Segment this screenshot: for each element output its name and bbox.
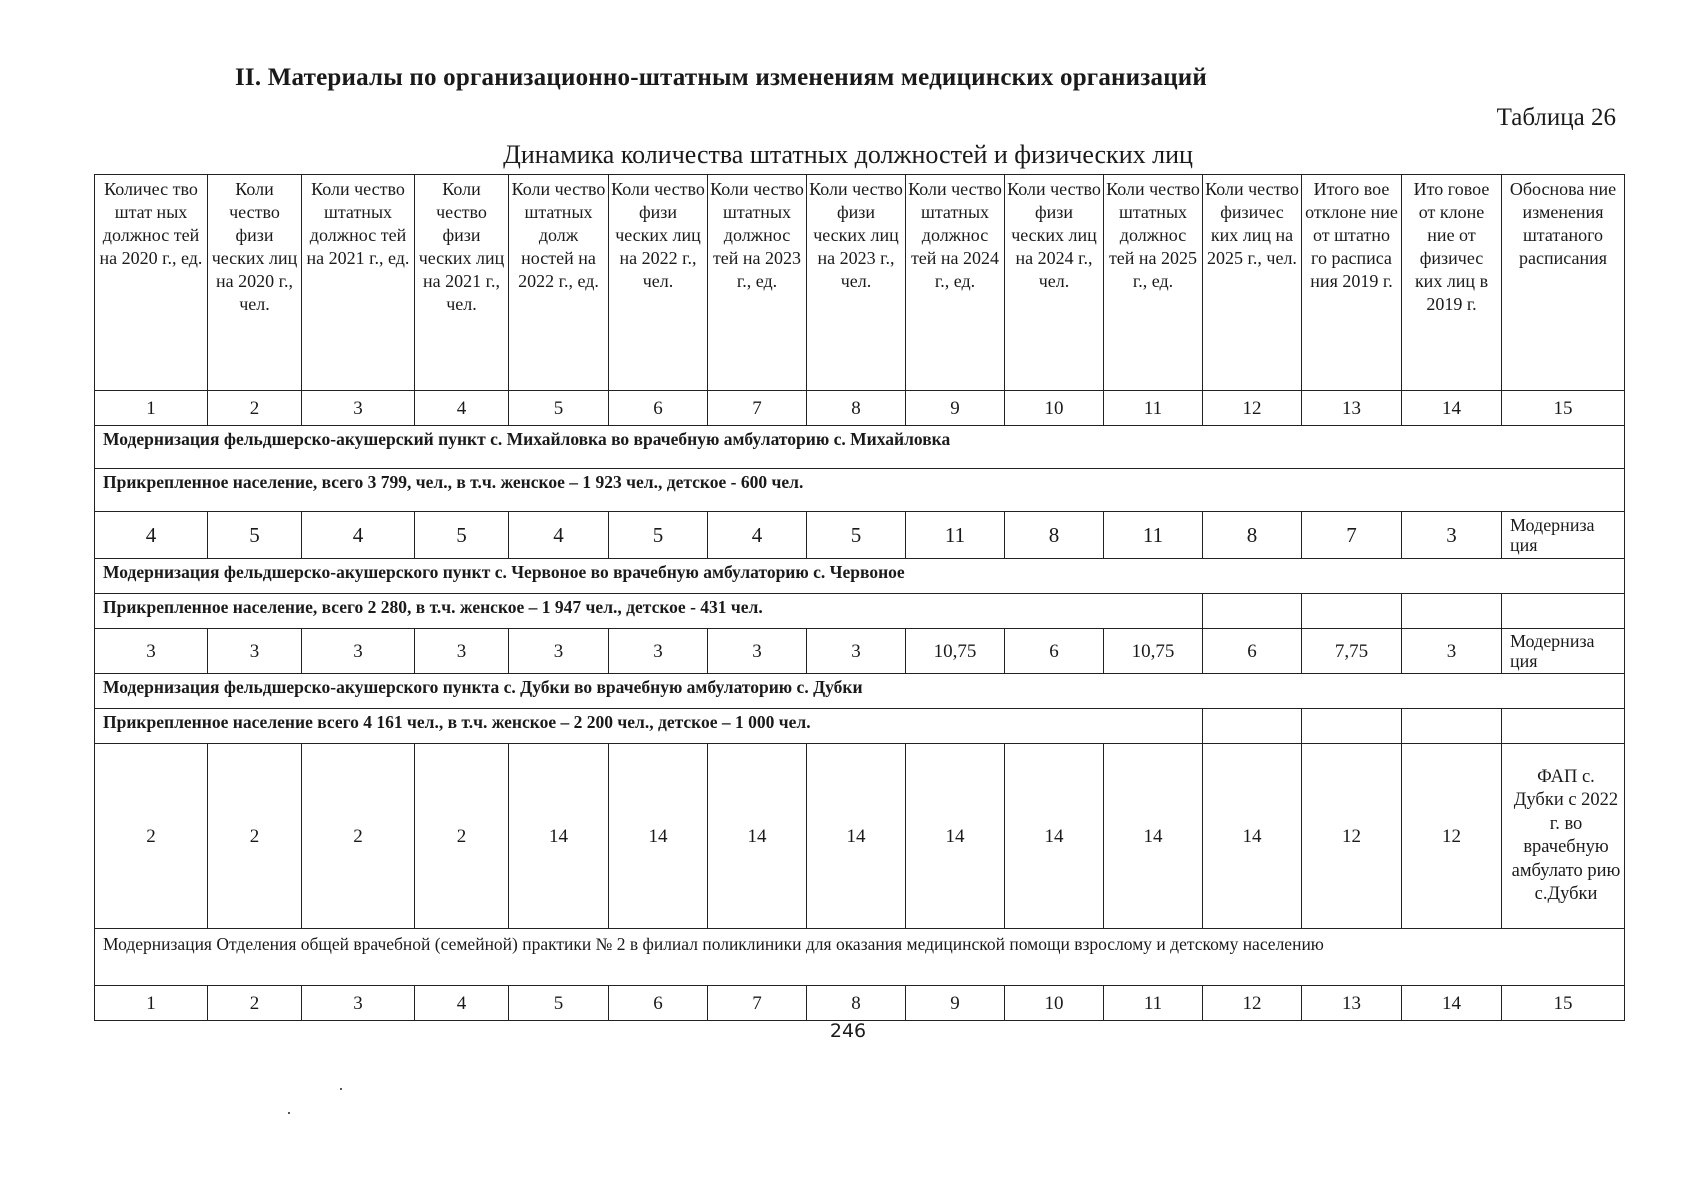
table-cell: 2 [208,744,302,929]
column-header: Коли чество физи ческих лиц на 2024 г., чел. [1005,175,1104,391]
column-number: 8 [807,391,906,426]
column-number: 11 [1104,986,1203,1021]
column-header: Коли чество физи ческих лиц на 2023 г., чел. [807,175,906,391]
table-cell: 3 [807,629,906,674]
empty-cell [1203,594,1302,629]
column-number: 5 [509,986,609,1021]
table-cell: 3 [1402,629,1502,674]
column-number: 14 [1402,986,1502,1021]
column-number-row [95,391,1625,426]
column-number: 1 [95,391,208,426]
table-cell: 14 [509,744,609,929]
justification-cell: Модерниза ция [1502,512,1625,559]
table-cell: 11 [906,512,1005,559]
empty-cell [1203,709,1302,744]
table-cell: 3 [95,629,208,674]
table-row [95,512,1625,559]
table-cell: 2 [302,744,415,929]
table-cell: 3 [609,629,708,674]
staffing-table [94,174,1625,1021]
table-row [95,629,1625,674]
table-cell: 5 [807,512,906,559]
column-header: Коли чество штатных должнос тей на 2025 г., ед. [1104,175,1203,391]
table-cell: 10,75 [1104,629,1203,674]
column-header: Коли чество физи ческих лиц на 2020 г., чел. [208,175,302,391]
population-text: Прикрепленное население, всего 2 280, в т.ч. женское – 1 947 чел., детское - 431 чел. [95,594,1203,629]
table-cell: 8 [1203,512,1302,559]
table-cell: 14 [1005,744,1104,929]
justification-cell: ФАП с. Дубки с 2022 г. во врачебную амбулато рию с.Дубки [1502,744,1625,929]
table-cell: 7 [1302,512,1402,559]
table-cell: 8 [1005,512,1104,559]
table-cell: 14 [807,744,906,929]
table-row [95,744,1625,929]
column-number: 2 [208,986,302,1021]
table-cell: 4 [509,512,609,559]
table-cell: 4 [302,512,415,559]
column-number: 4 [415,986,509,1021]
column-number: 3 [302,391,415,426]
column-number: 10 [1005,986,1104,1021]
table-cell: 7,75 [1302,629,1402,674]
population-row [95,594,1625,629]
table-cell: 5 [415,512,509,559]
section-heading: II. Материалы по организационно-штатным изменениям медицинских организаций [235,64,1208,91]
column-header: Коли чество штатных должнос тей на 2024 г., ед. [906,175,1005,391]
column-number-row [95,986,1625,1021]
empty-cell [1402,709,1502,744]
empty-cell [1502,594,1625,629]
table-cell: 5 [208,512,302,559]
table-cell: 3 [509,629,609,674]
population-row [95,709,1625,744]
table-cell: 11 [1104,512,1203,559]
column-number: 13 [1302,986,1402,1021]
header-row [95,175,1625,391]
column-number: 8 [807,986,906,1021]
column-number: 10 [1005,391,1104,426]
column-number: 14 [1402,391,1502,426]
column-header: Ито говое от клоне ние от физичес ких лиц в 2019 г. [1402,175,1502,391]
column-number: 15 [1502,986,1625,1021]
justification-cell: Модерниза ция [1502,629,1625,674]
table-cell: 5 [609,512,708,559]
section-title-row [95,559,1625,594]
table-cell: 10,75 [906,629,1005,674]
column-number: 9 [906,986,1005,1021]
column-number: 13 [1302,391,1402,426]
column-number: 5 [509,391,609,426]
column-header: Коли чество штатных долж ностей на 2022 г., ед. [509,175,609,391]
table-cell: 3 [415,629,509,674]
column-number: 11 [1104,391,1203,426]
table-label: Таблица 26 [1496,104,1616,131]
population-text: Прикрепленное население, всего 3 799, чел., в т.ч. женское – 1 923 чел., детское - 600 чел. [95,469,1625,512]
column-header: Коли чество штатных должнос тей на 2021 г., ед. [302,175,415,391]
table-cell: 6 [1203,629,1302,674]
table-cell: 3 [208,629,302,674]
section-title-row [95,674,1625,709]
table-cell: 14 [708,744,807,929]
table-cell: 4 [708,512,807,559]
population-text: Прикрепленное население всего 4 161 чел., в т.ч. женское – 2 200 чел., детское – 1 000 чел. [95,709,1203,744]
column-number: 12 [1203,986,1302,1021]
column-number: 15 [1502,391,1625,426]
column-header: Обоснова ние изменения штатаного расписания [1502,175,1625,391]
column-header: Коли чество физи ческих лиц на 2022 г., чел. [609,175,708,391]
table-cell: 14 [906,744,1005,929]
column-header: Количес тво штат ных должнос тей на 2020 г., ед. [95,175,208,391]
table-cell: 6 [1005,629,1104,674]
column-number: 9 [906,391,1005,426]
table-caption: Динамика количества штатных должностей и физических лиц [503,140,1193,169]
column-header: Коли чество физичес ких лиц на 2025 г., чел. [1203,175,1302,391]
scan-speck [340,1088,342,1090]
table-cell: 14 [1203,744,1302,929]
empty-cell [1302,594,1402,629]
column-number: 12 [1203,391,1302,426]
table-cell: 14 [609,744,708,929]
table-cell: 2 [415,744,509,929]
empty-cell [1302,709,1402,744]
column-number: 2 [208,391,302,426]
column-number: 6 [609,391,708,426]
column-number: 1 [95,986,208,1021]
section-title: Модернизация фельдшерско-акушерского пункта с. Дубки во врачебную амбулаторию с. Дубки [95,674,1625,709]
column-number: 6 [609,986,708,1021]
section-title: Модернизация фельдшерско-акушерского пункт с. Червоное во врачебную амбулаторию с. Червоное [95,559,1625,594]
table-cell: 3 [1402,512,1502,559]
column-header: Итого вое отклоне ние от штатно го расписа ния 2019 г. [1302,175,1402,391]
table-cell: 3 [302,629,415,674]
table-cell: 4 [95,512,208,559]
column-header: Коли чество штатных должнос тей на 2023 г., ед. [708,175,807,391]
table-cell: 3 [708,629,807,674]
population-row [95,469,1625,512]
table-cell: 12 [1402,744,1502,929]
section-title: Модернизация фельдшерско-акушерский пункт с. Михайловка во врачебную амбулаторию с. Михайловка [95,426,1625,469]
section-title-row [95,929,1625,986]
column-number: 4 [415,391,509,426]
empty-cell [1502,709,1625,744]
empty-cell [1402,594,1502,629]
table-cell: 14 [1104,744,1203,929]
column-number: 7 [708,986,807,1021]
column-number: 3 [302,986,415,1021]
column-number: 7 [708,391,807,426]
page-number: 246 [829,1020,867,1042]
column-header: Коли чество физи ческих лиц на 2021 г., чел. [415,175,509,391]
section-title-row [95,426,1625,469]
section-title: Модернизация Отделения общей врачебной (семейной) практики № 2 в филиал поликлиники для оказания медицинской помощи взрослому и детскому населению [95,929,1625,986]
table-cell: 12 [1302,744,1402,929]
table-cell: 2 [95,744,208,929]
scan-speck [288,1112,290,1114]
